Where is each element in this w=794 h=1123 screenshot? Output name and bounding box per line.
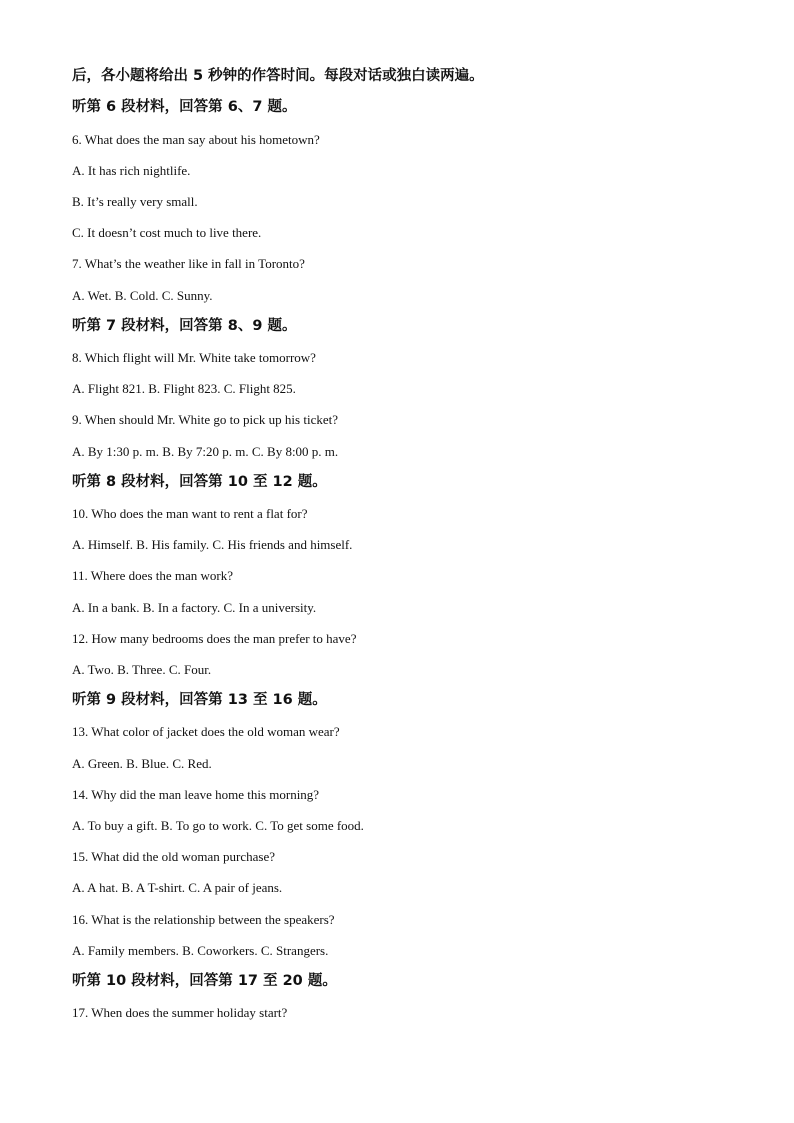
options-14: A. To buy a gift. B. To go to work. C. To get some food.	[72, 818, 364, 833]
question-6: 6. What does the man say about his hometown?	[72, 132, 320, 147]
question-10: 10. Who does the man want to rent a flat for?	[72, 506, 308, 521]
options-8: A. Flight 821. B. Flight 823. C. Flight 825.	[72, 381, 296, 396]
option-6c: C. It doesn’t cost much to live there.	[72, 225, 262, 240]
question-12: 12. How many bedrooms does the man prefer to have?	[72, 631, 357, 646]
section-heading-10: 听第 10 段材料，回答第 17 至 20 题。	[72, 973, 337, 989]
options-9: A. By 1:30 p. m. B. By 7:20 p. m. C. By 8:00 p. m.	[72, 444, 339, 459]
option-6b: B. It’s really very small.	[72, 194, 198, 209]
section-heading-6: 听第 6 段材料，回答第 6、7 题。	[72, 99, 297, 115]
options-15: A. A hat. B. A T-shirt. C. A pair of jeans.	[72, 880, 283, 895]
options-7: A. Wet. B. Cold. C. Sunny.	[72, 288, 213, 303]
options-12: A. Two. B. Three. C. Four.	[72, 662, 212, 677]
question-7: 7. What’s the weather like in fall in Toronto?	[72, 256, 305, 271]
section-heading-8: 听第 8 段材料，回答第 10 至 12 题。	[72, 474, 327, 490]
options-16: A. Family members. B. Coworkers. C. Strangers.	[72, 943, 329, 958]
option-6a: A. It has rich nightlife.	[72, 163, 191, 178]
question-13: 13. What color of jacket does the old woman wear?	[72, 724, 340, 739]
section-heading-7: 听第 7 段材料，回答第 8、9 题。	[72, 318, 297, 334]
question-15: 15. What did the old woman purchase?	[72, 849, 276, 864]
question-8: 8. Which flight will Mr. White take tomorrow?	[72, 350, 316, 365]
section-heading-9: 听第 9 段材料，回答第 13 至 16 题。	[72, 692, 327, 708]
question-17: 17. When does the summer holiday start?	[72, 1005, 288, 1020]
question-14: 14. Why did the man leave home this morning?	[72, 787, 320, 802]
question-9: 9. When should Mr. White go to pick up his ticket?	[72, 412, 338, 427]
options-13: A. Green. B. Blue. C. Red.	[72, 756, 212, 771]
question-11: 11. Where does the man work?	[72, 568, 234, 583]
options-10: A. Himself. B. His family. C. His friends and himself.	[72, 537, 353, 552]
question-16: 16. What is the relationship between the speakers?	[72, 912, 335, 927]
section-intro-text: 后，各小题将给出 5 秒钟的作答时间。每段对话或独白读两遍。	[72, 68, 484, 84]
options-11: A. In a bank. B. In a factory. C. In a university.	[72, 600, 317, 615]
